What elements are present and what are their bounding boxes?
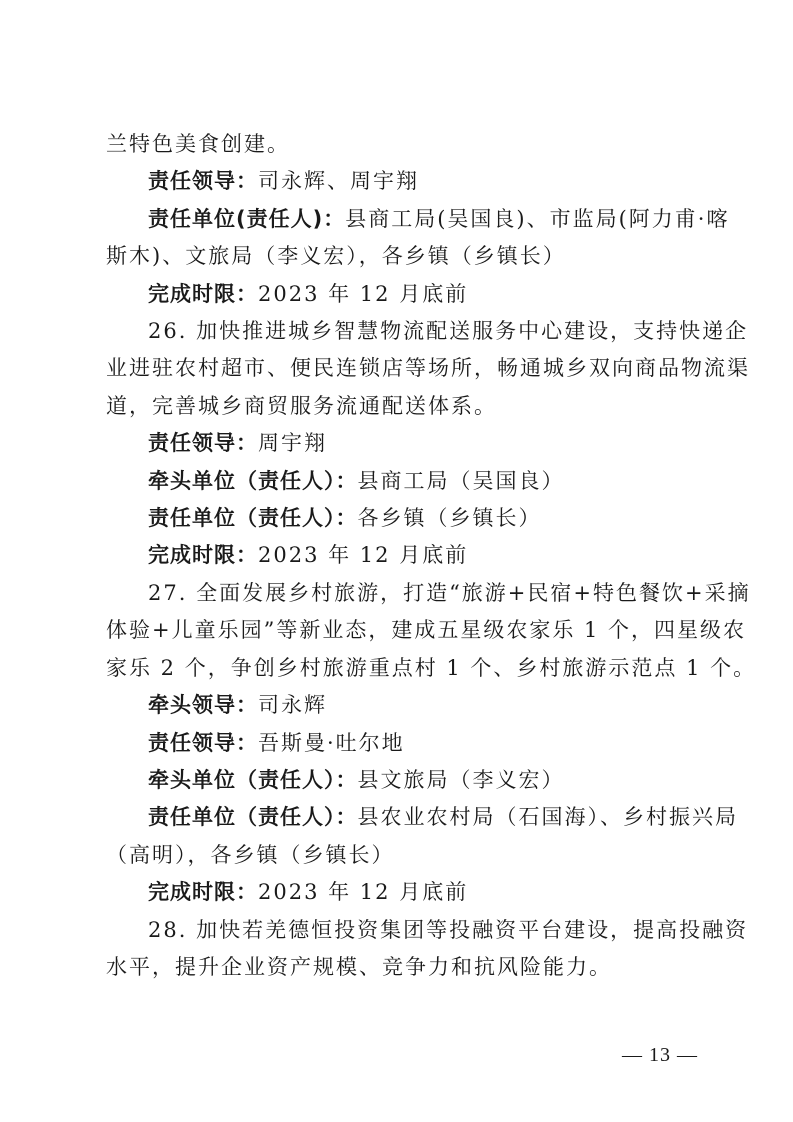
text-line <box>106 612 747 649</box>
text-line <box>106 725 694 762</box>
text-line <box>106 350 750 387</box>
text-line <box>106 425 694 462</box>
text-line <box>106 762 694 799</box>
text-line <box>106 912 749 949</box>
text-line <box>106 837 694 874</box>
field-label: 责任领导： <box>148 169 258 194</box>
text-line <box>106 126 694 163</box>
field-label: 牵头领导： <box>148 693 258 718</box>
document-body <box>106 126 757 986</box>
line-text: 28. 加快若羌德恒投资集团等投融资平台建设，提高投融资 <box>148 917 749 942</box>
text-line <box>106 238 694 275</box>
line-text: 水平，提升企业资产规模、竞争力和抗风险能力。 <box>106 954 612 979</box>
field-label: 牵头单位（责任人）： <box>148 468 358 493</box>
field-label: 责任单位(责任人)： <box>148 206 346 231</box>
text-line <box>106 949 694 986</box>
text-line <box>106 201 730 238</box>
line-text: 体验+儿童乐园”等新业态，建成五星级农家乐 1 个，四星级农 <box>106 618 747 643</box>
text-line <box>106 575 751 612</box>
line-text: 县文旅局（李义宏） <box>357 767 565 792</box>
field-label: 责任领导： <box>148 431 258 456</box>
line-text: 2023 年 12 月底前 <box>258 281 469 306</box>
text-line <box>106 276 694 313</box>
line-text: 周宇翔 <box>258 431 327 456</box>
field-label: 责任单位（责任人）： <box>148 506 358 531</box>
text-line <box>106 463 694 500</box>
line-text: 业进驻农村超市、便民连锁店等场所，畅通城乡双向商品物流渠 <box>106 356 750 381</box>
field-label: 牵头单位（责任人）： <box>148 767 358 792</box>
field-label: 完成时限： <box>148 880 258 905</box>
line-text: 26. 加快推进城乡智慧物流配送服务中心建设，支持快递企 <box>148 319 749 344</box>
line-text: 2023 年 12 月底前 <box>258 543 469 568</box>
line-text: 吾斯曼·吐尔地 <box>258 730 405 755</box>
line-text: 道，完善城乡商贸服务流通配送体系。 <box>106 393 497 418</box>
line-text: 县商工局(吴国良)、市监局(阿力甫·喀 <box>345 206 730 231</box>
field-label: 完成时限： <box>148 281 258 306</box>
text-line <box>106 163 694 200</box>
text-line <box>106 500 694 537</box>
field-label: 责任领导： <box>148 730 258 755</box>
page-number: — 13 — <box>622 1044 698 1066</box>
line-text: 县商工局（吴国良） <box>357 468 565 493</box>
field-label: 完成时限： <box>148 543 258 568</box>
text-line <box>106 874 694 911</box>
line-text: 司永辉、周宇翔 <box>258 169 419 194</box>
line-text: 2023 年 12 月底前 <box>258 880 469 905</box>
text-line <box>106 388 694 425</box>
line-text: 司永辉 <box>258 693 327 718</box>
text-line <box>106 650 757 687</box>
line-text: 县农业农村局（石国海）、乡村振兴局 <box>357 805 738 830</box>
text-line <box>106 687 694 724</box>
line-text: 家乐 2 个，争创乡村旅游重点村 1 个、乡村旅游示范点 1 个。 <box>106 655 757 680</box>
text-line <box>106 799 738 836</box>
line-text: 27. 全面发展乡村旅游，打造“旅游+民宿+特色餐饮+采摘 <box>148 580 751 605</box>
line-text: 各乡镇（乡镇长） <box>357 506 542 531</box>
field-label: 责任单位（责任人）： <box>148 805 358 830</box>
line-text: 兰特色美食创建。 <box>106 132 290 156</box>
line-text: （高明），各乡镇（乡镇长） <box>106 842 395 867</box>
line-text: 斯木)、文旅局（李义宏），各乡镇（乡镇长） <box>106 244 566 269</box>
text-line <box>106 313 749 350</box>
text-line <box>106 537 694 574</box>
